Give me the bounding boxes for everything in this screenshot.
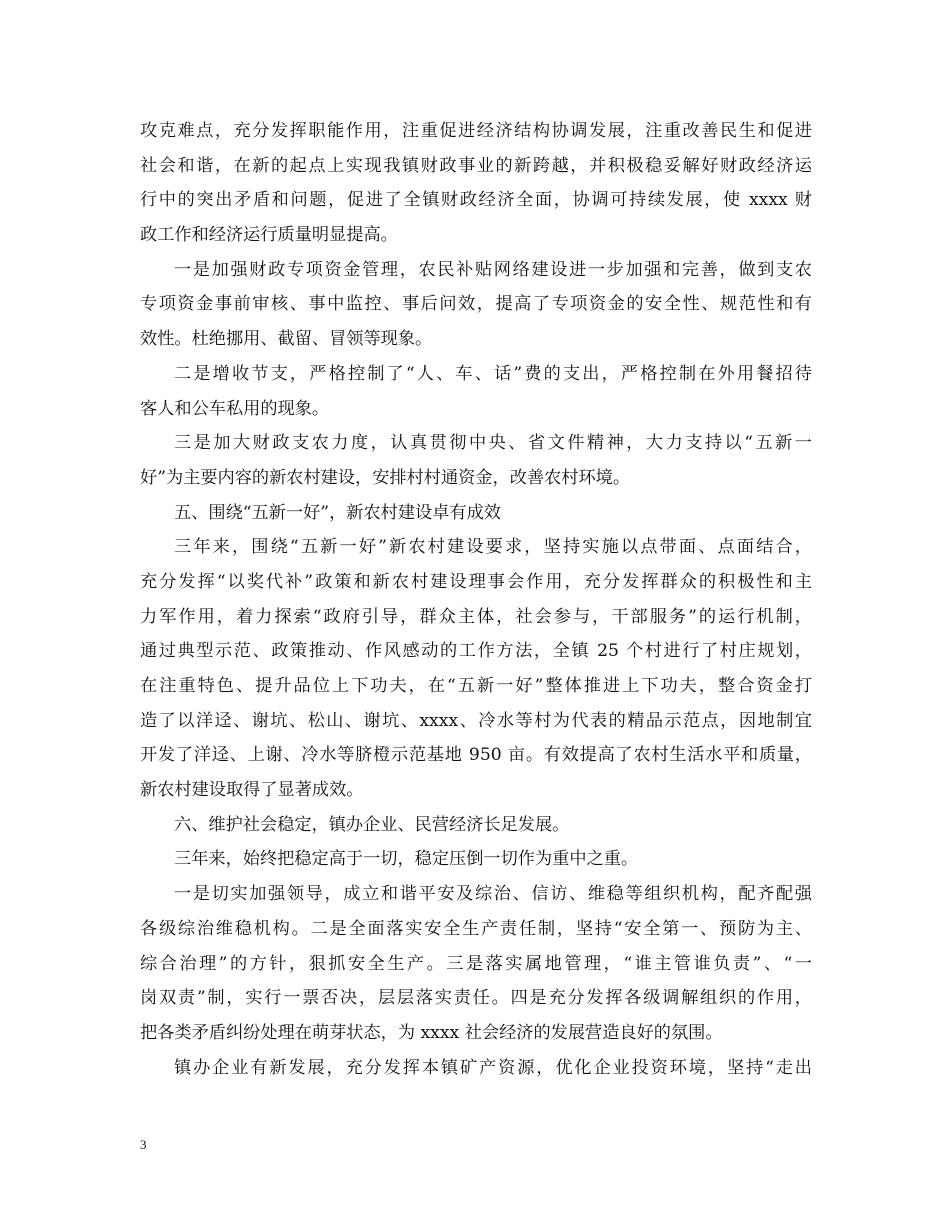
text-line: 六、维护社会稳定，镇办企业、民营经济长足发展。 xyxy=(174,814,570,835)
text-line: 新农村建设取得了显著成效。 xyxy=(140,780,364,801)
text-line: 充分发挥“以奖代补”政策和新农村建设理事会作用，充分发挥群众的积极性和主 xyxy=(140,571,812,592)
page-number: 3 xyxy=(140,1137,147,1152)
text-line: 二是增收节支，严格控制了“人、车、话”费的支出，严格控制在外用餐招待 xyxy=(174,363,812,384)
text-line: 社会和谐，在新的起点上实现我镇财政事业的新跨越，并积极稳妥解好财政经济运 xyxy=(140,155,812,176)
text-line: 效性。杜绝挪用、截留、冒领等现象。 xyxy=(140,329,433,350)
text-line: 综合治理”的方针，狠抓安全生产。三是落实属地管理，“谁主管谁负责”、“一 xyxy=(140,953,812,974)
text-line: 造了以洋迳、谢坑、松山、谢坑、xxxx、冷水等村为代表的精品示范点，因地制宜 xyxy=(140,710,812,731)
text-line: 行中的突出矛盾和问题，促进了全镇财政经济全面，协调可持续发展，使 xxxx 财 xyxy=(140,190,812,211)
text-line: 政工作和经济运行质量明显提高。 xyxy=(140,225,398,246)
text-line: 把各类矛盾纠纷处理在萌芽状态，为 xxxx 社会经济的发展营造良好的氛围。 xyxy=(140,1022,723,1043)
text-line: 力军作用，着力探索“政府引导，群众主体，社会参与，干部服务”的运行机制， xyxy=(140,606,812,627)
text-line: 岗双责”制，实行一票否决，层层落实责任。四是充分发挥各级调解组织的作用， xyxy=(140,988,812,1009)
text-line: 专项资金事前审核、事中监控、事后问效，提高了专项资金的安全性、规范性和有 xyxy=(140,294,812,315)
text-line: 一是切实加强领导，成立和谐平安及综治、信访、维稳等组织机构，配齐配强 xyxy=(174,884,812,905)
document-body xyxy=(140,114,812,1085)
text-line: 通过典型示范、政策推动、作风感动的工作方法，全镇 25 个村进行了村庄规划， xyxy=(140,641,812,662)
text-line: 镇办企业有新发展，充分发挥本镇矿产资源，优化企业投资环境，坚持“走出 xyxy=(174,1057,812,1078)
text-line: 在注重特色、提升品位上下功夫，在“五新一好”整体推进上下功夫，整合资金打 xyxy=(140,676,812,696)
text-line: 开发了洋迳、上谢、冷水等脐橙示范基地 950 亩。有效提高了农村生活水平和质量， xyxy=(140,745,812,766)
text-line: 三年来，始终把稳定高于一切，稳定压倒一切作为重中之重。 xyxy=(174,849,639,870)
text-line: 客人和公车私用的现象。 xyxy=(140,398,330,419)
text-line: 好”为主要内容的新农村建设，安排村村通资金，改善农村环境。 xyxy=(140,467,631,488)
text-line: 各级综治维稳机构。二是全面落实安全生产责任制，坚持“安全第一、预防为主、 xyxy=(140,918,812,939)
text-line: 五、围绕“五新一好”，新农村建设卓有成效 xyxy=(174,502,501,523)
text-line: 三年来，围绕“五新一好”新农村建设要求，坚持实施以点带面、点面结合， xyxy=(174,537,812,558)
text-line: 攻克难点，充分发挥职能作用，注重促进经济结构协调发展，注重改善民生和促进 xyxy=(140,121,812,141)
text-line: 一是加强财政专项资金管理，农民补贴网络建设进一步加强和完善，做到支农 xyxy=(174,259,812,280)
text-line: 三是加大财政支农力度，认真贯彻中央、省文件精神，大力支持以“五新一 xyxy=(174,433,812,454)
